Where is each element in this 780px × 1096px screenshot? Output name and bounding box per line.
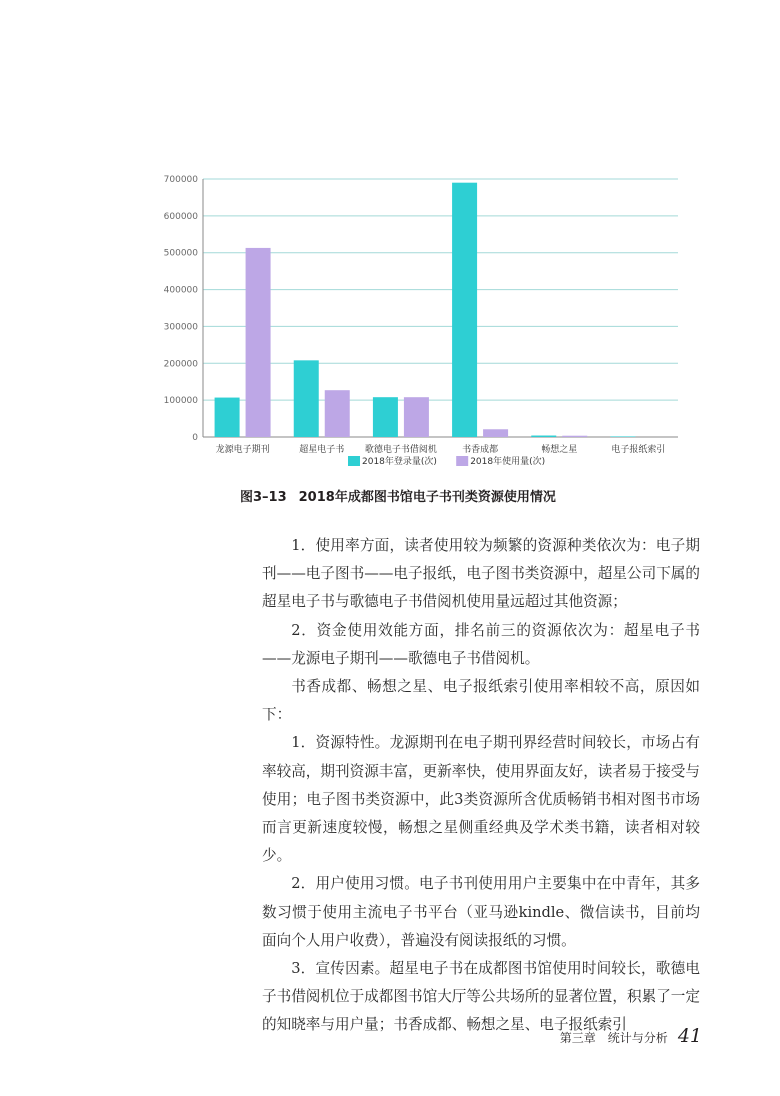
bar-usage <box>562 436 587 437</box>
legend-label: 2018年使用量(次) <box>470 457 546 467</box>
bar-logins <box>452 183 477 437</box>
category-label: 电子报纸索引 <box>611 445 666 455</box>
bar-logins <box>531 436 556 437</box>
page-footer <box>560 1025 702 1047</box>
figure-caption <box>240 486 556 505</box>
legend-swatch <box>456 456 468 466</box>
paragraph: 1．资源特性。龙源期刊在电子期刊界经营时间较长，市场占有率较高，期刊资源丰富，更新率快，使用界面友好，读者易于接受与使用；电子图书类资源中，此3类资源所含优质畅销书相对图书市场而言更新速度较慢，畅想之星侧重经典及学术类书籍，读者相对较少。 <box>262 734 700 865</box>
chart-svg <box>160 165 700 475</box>
figure-number: 图3–13 <box>240 490 287 505</box>
y-tick-label: 200000 <box>163 359 198 370</box>
y-tick-label: 500000 <box>163 248 198 259</box>
legend-swatch <box>348 456 360 466</box>
body-text <box>262 532 700 1040</box>
bar-usage <box>404 397 429 437</box>
category-label: 畅想之星 <box>541 445 578 455</box>
paragraph: 2．资金使用效能方面，排名前三的资源依次为：超星电子书——龙源电子期刊——歌德电子书借阅机。 <box>262 621 700 667</box>
bar-usage <box>483 429 508 437</box>
category-label: 书香成都 <box>462 445 499 455</box>
category-label: 龙源电子期刊 <box>215 445 270 455</box>
bar-logins <box>294 360 319 437</box>
paragraph: 3．宣传因素。超星电子书在成都图书馆使用时间较长，歌德电子书借阅机位于成都图书馆大厅等公共场所的显著位置，积累了一定的知晓率与用户量；书香成都、畅想之星、电子报纸索引 <box>262 960 700 1034</box>
bar-chart <box>160 165 700 475</box>
y-tick-label: 600000 <box>163 211 198 222</box>
y-tick-label: 400000 <box>163 285 198 296</box>
paragraph: 2．用户使用习惯。电子书刊使用用户主要集中在中青年，其多数习惯于使用主流电子书平台（亚马逊kindle、微信读书，目前均面向个人用户收费），普遍没有阅读报纸的习惯。 <box>262 875 700 949</box>
chapter-title: 第三章 统计与分析 <box>559 1031 668 1045</box>
bar-logins <box>373 397 398 437</box>
bar-logins <box>610 436 635 437</box>
bar-usage <box>325 390 350 437</box>
figure-title: 2018年成都图书馆电子书刊类资源使用情况 <box>298 490 556 505</box>
y-tick-label: 300000 <box>163 322 198 333</box>
category-label: 歌德电子书借阅机 <box>364 445 437 455</box>
bar-logins <box>215 398 240 437</box>
bar-usage <box>246 248 271 437</box>
category-label: 超星电子书 <box>299 445 345 455</box>
y-tick-label: 700000 <box>163 175 198 185</box>
legend-label: 2018年登录量(次) <box>362 457 437 467</box>
paragraph: 1．使用率方面，读者使用较为频繁的资源种类依次为：电子期刊——电子图书——电子报纸，电子图书类资源中，超星公司下属的超星电子书与歌德电子书借阅机使用量远超过其他资源； <box>262 537 700 611</box>
paragraph: 书香成都、畅想之星、电子报纸索引使用率相较不高，原因如下： <box>262 678 700 724</box>
y-tick-label: 0 <box>192 433 198 443</box>
y-tick-label: 100000 <box>163 396 198 407</box>
page-number: 41 <box>677 1025 702 1047</box>
